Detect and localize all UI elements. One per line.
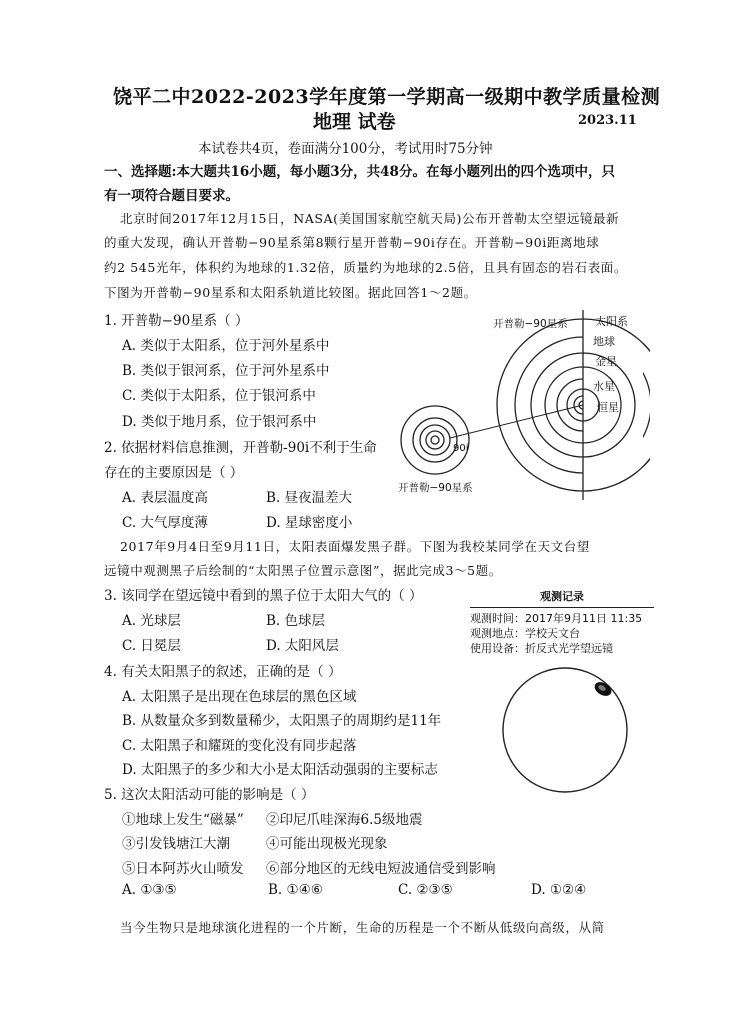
q2-option-c: C. 大气厚度薄 — [122, 515, 208, 531]
record-device: 使用设备：折反式光学望远镜 — [470, 642, 613, 655]
question-4-stem: 4. 有关太阳黑子的叙述，正确的是（ ） — [104, 664, 342, 680]
q5-item-6: ⑥部分地区的无线电短波通信受到影响 — [266, 861, 496, 877]
small-orbit-ring — [431, 436, 439, 444]
q5-option-b: B. ①④⑥ — [268, 882, 323, 898]
q3-option-d: D. 太阳风层 — [266, 638, 339, 654]
q4-option-a: A. 太阳黑子是出现在色球层的黑色区域 — [122, 689, 357, 705]
q2-option-d: D. 星球密度小 — [266, 515, 353, 531]
q5-item-4: ④可能出现极光现象 — [266, 836, 388, 852]
q5-option-c: C. ②③⑤ — [398, 882, 453, 898]
q1-option-b: B. 类似于银河系，位于河外星系中 — [122, 363, 330, 379]
passage1-line3: 约2 545光年，体积约为地球的1.32倍，质量约为地球的2.5倍，且具有固态的岩石表面。 — [104, 260, 627, 275]
q4-option-d: D. 太阳黑子的多少和大小是太阳活动强弱的主要标志 — [122, 762, 438, 778]
q1-option-d: D. 类似于地月系，位于银河系中 — [122, 414, 317, 430]
q4-option-b: B. 从数量众多到数量稀少，太阳黑子的周期约是11年 — [122, 713, 442, 729]
section-instructions-line2: 有一项符合题目要求。 — [104, 188, 239, 204]
label-kepler-bottom: 开普勒−90星系 — [398, 482, 473, 494]
passage2-line1: 2017年9月4日至9月11日，太阳表面爆发黑子群。下图为我校某同学在天文台望 — [120, 539, 590, 554]
orbit-comparison-diagram — [390, 305, 650, 505]
passage1-line2: 的重大发现，确认开普勒−90星系第8颗行星开普勒−90i存在。开普勒−90i距离地球 — [104, 235, 600, 250]
passage1-line4: 下图为开普勒−90星系和太阳系轨道比较图。据此回答1～2题。 — [104, 285, 477, 300]
q2-option-a: A. 表层温度高 — [122, 490, 208, 506]
label-kepler-top: 开普勒−90星系 — [493, 318, 568, 330]
passage1-line1: 北京时间2017年12月15日，NASA(美国国家航空航天局)公布开普勒太空望远镜最新 — [120, 211, 620, 226]
exam-date: 2023.11 — [578, 113, 637, 128]
q5-item-5: ⑤日本阿苏火山喷发 — [122, 861, 244, 877]
small-orbit-ring — [426, 431, 444, 449]
question-3-stem: 3. 该同学在望远镜中看到的黑子位于太阳大气的（ ） — [104, 588, 423, 604]
record-place: 观测地点：学校天文台 — [470, 627, 580, 640]
question-1-stem: 1. 开普勒−90星系（ ） — [104, 313, 249, 329]
label-solar-system: 太阳系 — [595, 315, 628, 328]
label-earth: 地球 — [593, 335, 615, 348]
footer-passage: 当今生物只是地球演化进程的一个片断，生命的历程是一个不断从低级向高级，从简 — [120, 920, 605, 935]
q3-option-a: A. 光球层 — [122, 613, 181, 629]
label-90i: 90i — [453, 443, 469, 454]
q5-item-3: ③引发钱塘江大潮 — [122, 836, 230, 852]
q2-option-b: B. 昼夜温差大 — [266, 490, 353, 506]
q3-option-b: B. 色球层 — [266, 613, 326, 629]
page-title: 饶平二中2022-2023学年度第一学期高一级期中教学质量检测 — [113, 86, 661, 108]
sunspot-diagram — [475, 660, 655, 795]
exam-info: 本试卷共4页，卷面满分100分，考试用时75分钟 — [198, 141, 493, 157]
small-orbit-ring — [420, 425, 450, 455]
label-venus: 金星 — [595, 355, 617, 368]
question-5-stem: 5. 这次太阳活动可能的影响是（ ） — [104, 787, 315, 803]
label-star: 恒星 — [597, 401, 619, 414]
small-orbit-ring — [401, 406, 469, 474]
q1-option-a: A. 类似于太阳系，位于河外星系中 — [122, 338, 330, 354]
q5-option-d: D. ①②④ — [531, 882, 587, 898]
label-mercury: 水星 — [593, 380, 615, 393]
q3-option-c: C. 日冕层 — [122, 638, 181, 654]
q5-item-1: ①地球上发生“磁暴” — [122, 812, 244, 828]
q1-option-c: C. 类似于太阳系，位于银河系中 — [122, 388, 316, 404]
record-time: 观测时间：2017年9月11日 11:35 — [470, 612, 643, 625]
small-orbits — [401, 406, 469, 474]
section-instructions-line1: 一、选择题:本大题共16小题，每小题3分，共48分。在每小题列出的四个选项中，只 — [104, 164, 615, 180]
passage2-line2: 远镜中观测黑子后绘制的“太阳黑子位置示意图”，据此完成3～5题。 — [104, 563, 502, 578]
record-title: 观测记录 — [470, 588, 654, 608]
question-2-stem-line2: 存在的主要原因是（ ） — [104, 465, 244, 481]
question-2-stem-line1: 2. 依据材料信息推测，开普勒-90i不利于生命 — [104, 440, 377, 456]
page-subtitle: 地理 试卷 — [313, 111, 396, 133]
q5-option-a: A. ①③⑤ — [122, 882, 177, 898]
q5-item-2: ②印尼爪哇深海6.5级地震 — [266, 812, 423, 828]
q4-option-c: C. 太阳黑子和耀斑的变化没有同步起落 — [122, 738, 357, 754]
